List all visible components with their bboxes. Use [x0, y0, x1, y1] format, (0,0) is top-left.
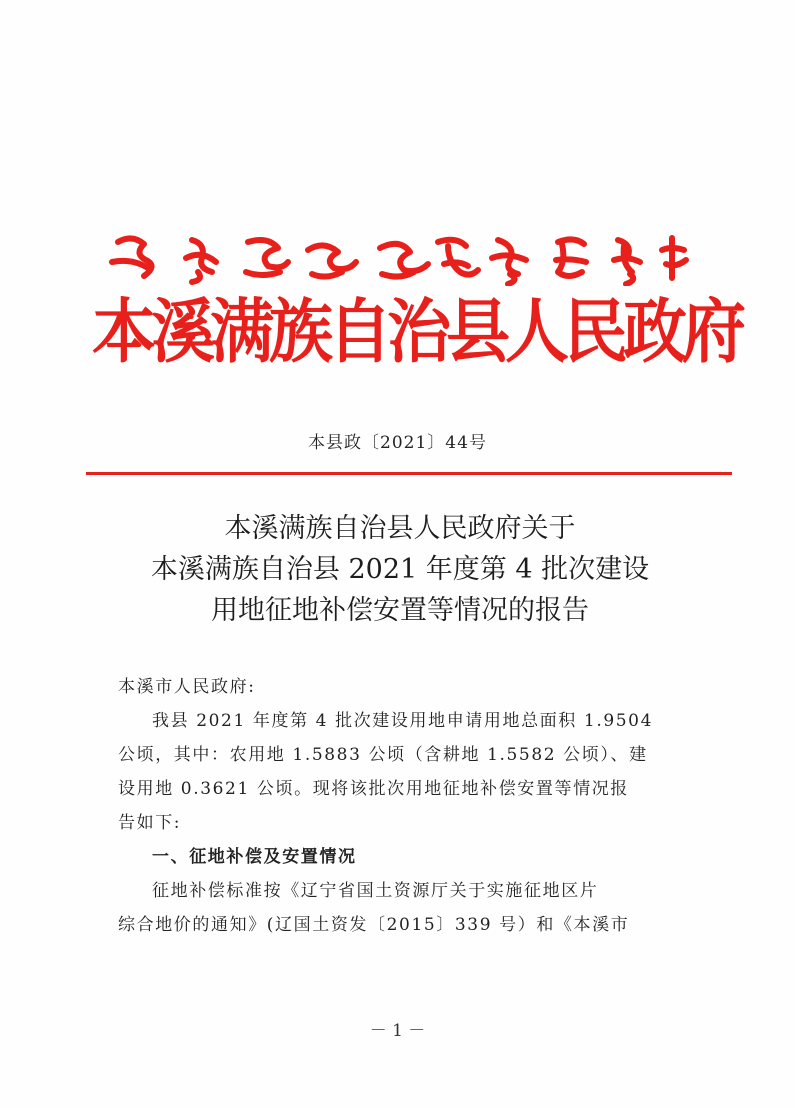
paragraph-1 [118, 704, 688, 840]
manchu-script-masthead [100, 228, 700, 286]
title-line-2: 本溪满族自治县 2021 年度第 4 批次建设 [150, 554, 650, 585]
title-line-1: 本溪满族自治县人民政府关于 [224, 513, 576, 544]
paragraph-2-line-1: 征地补偿标准按《辽宁省国土资源厅关于实施征地区片 [152, 881, 599, 901]
issuing-authority-masthead: 本溪满族自治县人民政府 [92, 293, 741, 373]
paragraph-2-line-2: 综合地价的通知》(辽国土资发〔2015〕339 号）和《本溪市 [118, 915, 630, 935]
title-line-3: 用地征地补偿安置等情况的报告 [211, 595, 589, 626]
paragraph-2 [118, 874, 688, 942]
paragraph-1-line-1: 我县 2021 年度第 4 批次建设用地申请用地总面积 1.9504 [152, 711, 653, 731]
document-body [118, 670, 688, 942]
salutation: 本溪市人民政府: [118, 677, 256, 697]
section-heading-1: 一、征地补偿及安置情况 [152, 847, 357, 867]
paragraph-1-line-2: 公顷，其中：农用地 1.5883 公顷（含耕地 1.5582 公顷）、建 [118, 745, 648, 765]
paragraph-1-line-4: 告如下: [118, 813, 182, 833]
manchu-script-icon [100, 228, 700, 286]
document-title [120, 508, 680, 631]
paragraph-1-line-3: 设用地 0.3621 公顷。现将该批次用地征地补偿安置等情况报 [118, 779, 629, 799]
red-divider-line [86, 472, 732, 475]
page-number: － 1 － [369, 1021, 426, 1041]
document-number: 本县政〔2021〕44号 [308, 433, 487, 453]
